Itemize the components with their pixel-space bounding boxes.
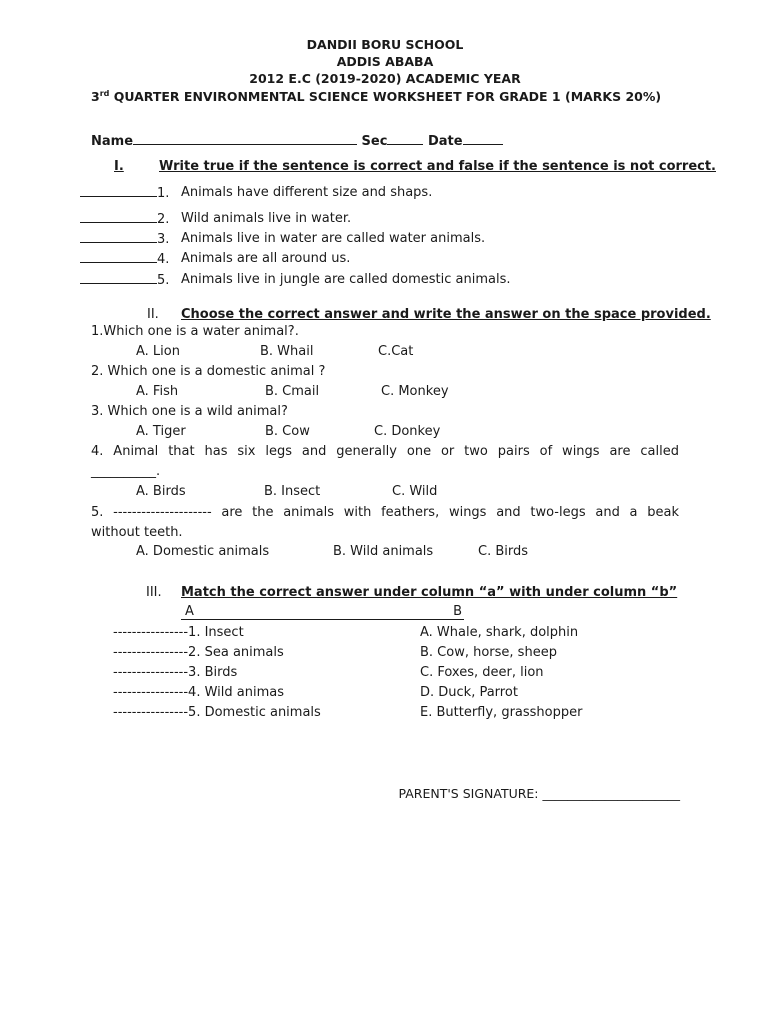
match-a-3: ----------------3. Birds — [113, 665, 238, 680]
option-a: A. Tiger — [136, 424, 186, 439]
tf-item-num: 2. — [157, 212, 170, 227]
answer-blank[interactable] — [80, 271, 157, 284]
tf-item-text: Animals have different size and shaps. — [181, 185, 433, 200]
column-b-header: B — [453, 604, 462, 619]
answer-blank[interactable] — [80, 250, 157, 263]
section2-number: II. — [147, 307, 159, 322]
date-field[interactable] — [463, 132, 503, 145]
option-b: B. Whail — [260, 344, 314, 359]
answer-blank[interactable] — [80, 210, 157, 223]
sec-field[interactable] — [387, 132, 423, 145]
match-a-2: ----------------2. Sea animals — [113, 645, 284, 660]
tf-item-num: 1. — [157, 186, 170, 201]
option-b: B. Insect — [264, 484, 321, 499]
academic-year: 2012 E.C (2019-2020) ACADEMIC YEAR — [249, 71, 521, 86]
section2-instruction: Choose the correct answer and write the answer on the space provided. — [181, 307, 711, 322]
section3-number: III. — [146, 585, 162, 600]
section1-number: I. — [114, 159, 124, 174]
option-b: B. Wild animals — [333, 544, 434, 559]
title-text: QUARTER ENVIRONMENTAL SCIENCE WORKSHEET FOR GRADE 1 (MARKS 20%) — [109, 89, 662, 104]
match-b-1: A. Whale, shark, dolphin — [420, 625, 579, 640]
answer-blank[interactable] — [80, 184, 157, 197]
tf-item-num: 5. — [157, 273, 170, 288]
quarter-number: 3 — [91, 89, 100, 104]
parent-signature: PARENT'S SIGNATURE: ______________________ — [398, 786, 680, 801]
match-b-2: B. Cow, horse, sheep — [420, 645, 557, 660]
question-5: 5. --------------------- are the animals with feathers, wings and two-legs and a beak — [91, 505, 679, 520]
tf-item-text: Animals live in jungle are called domestic animals. — [181, 272, 511, 287]
option-c: C. Donkey — [374, 424, 441, 439]
tf-item-text: Animals are all around us. — [181, 251, 351, 266]
column-header-row — [181, 603, 464, 620]
question-4: 4. Animal that has six legs and generally one or two pairs of wings are called — [91, 444, 679, 459]
option-b: B. Cow — [265, 424, 310, 439]
tf-item-5 — [80, 271, 169, 290]
name-field[interactable] — [133, 132, 357, 145]
column-a-header: A — [185, 604, 194, 619]
name-label: Name — [91, 134, 134, 149]
match-a-1: ----------------1. Insect — [113, 625, 244, 640]
worksheet-title — [91, 88, 661, 106]
sec-label: Sec — [361, 134, 388, 149]
match-b-5: E. Butterfly, grasshopper — [420, 705, 583, 720]
option-b: B. Cmail — [265, 384, 320, 399]
tf-item-3 — [80, 230, 169, 249]
option-c: C.Cat — [378, 344, 414, 359]
tf-item-num: 3. — [157, 232, 170, 247]
date-label: Date — [427, 134, 463, 149]
quarter-suffix: rd — [99, 88, 110, 98]
school-city: ADDIS ABABA — [336, 54, 434, 69]
tf-item-4 — [80, 250, 169, 269]
section1-instruction: Write true if the sentence is correct and false if the sentence is not correct. — [159, 159, 716, 174]
question-2: 2. Which one is a domestic animal ? — [91, 364, 326, 379]
tf-item-2 — [80, 210, 169, 229]
question-3: 3. Which one is a wild animal? — [91, 404, 288, 419]
tf-item-text: Wild animals live in water. — [181, 211, 352, 226]
section3-instruction: Match the correct answer under column “a” with under column “b” — [181, 585, 678, 600]
option-a: A. Domestic animals — [136, 544, 270, 559]
option-a: A. Fish — [136, 384, 179, 399]
match-b-3: C. Foxes, deer, lion — [420, 665, 544, 680]
question-5-cont: without teeth. — [91, 525, 183, 540]
option-c: C. Monkey — [381, 384, 449, 399]
tf-item-text: Animals live in water are called water animals. — [181, 231, 486, 246]
student-info-row — [91, 132, 503, 151]
tf-item-1 — [80, 184, 169, 203]
match-a-5: ----------------5. Domestic animals — [113, 705, 321, 720]
option-a: A. Lion — [136, 344, 180, 359]
answer-blank[interactable] — [80, 230, 157, 243]
option-c: C. Birds — [478, 544, 529, 559]
question-1: 1.Which one is a water animal?. — [91, 324, 299, 339]
match-b-4: D. Duck, Parrot — [420, 685, 518, 700]
question-4-blank: __________. — [91, 464, 161, 479]
tf-item-num: 4. — [157, 252, 170, 267]
match-a-4: ----------------4. Wild animas — [113, 685, 284, 700]
option-c: C. Wild — [392, 484, 438, 499]
school-name: DANDII BORU SCHOOL — [306, 37, 464, 52]
option-a: A. Birds — [136, 484, 186, 499]
